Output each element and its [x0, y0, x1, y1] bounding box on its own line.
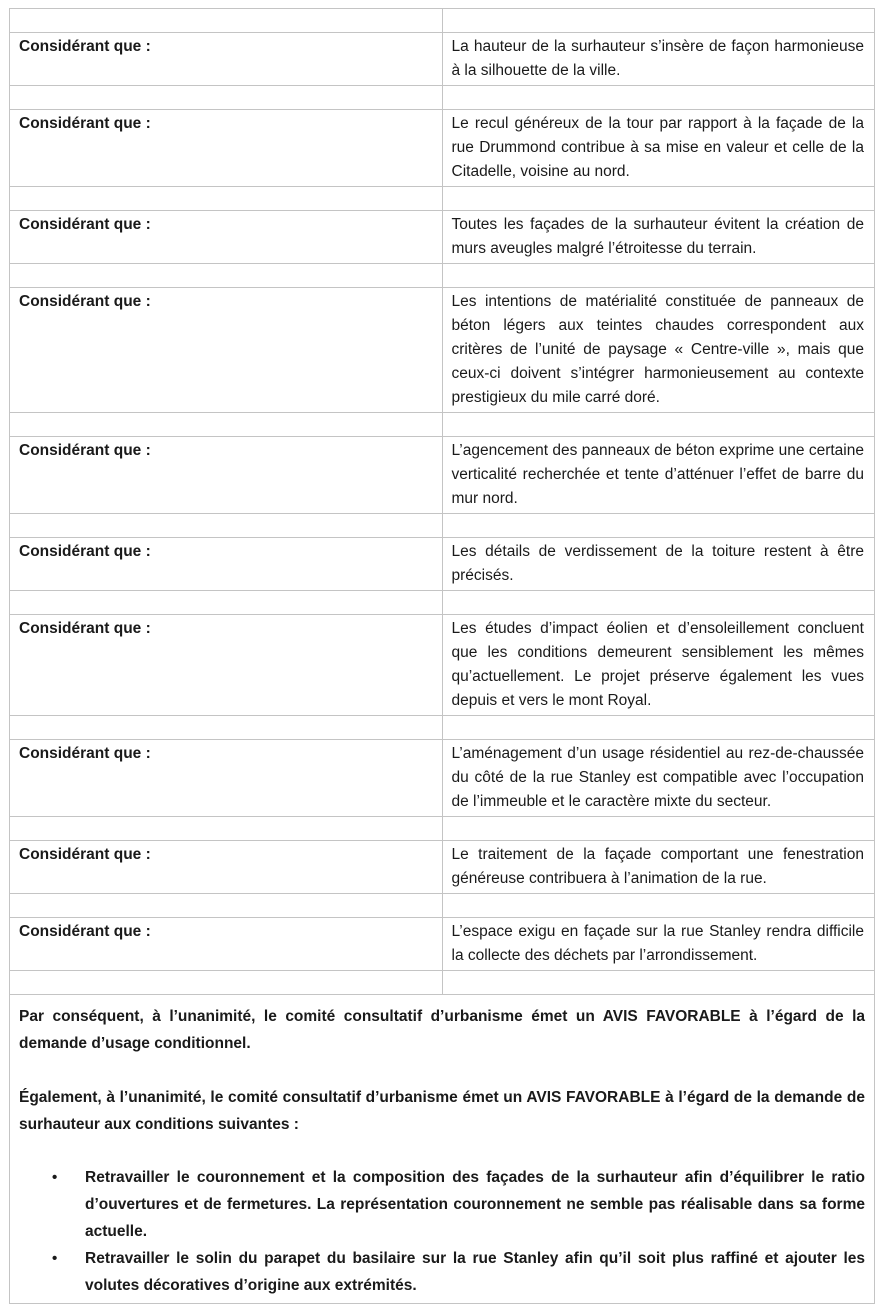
- conclusion-paragraph-conditional-use: Par conséquent, à l’unanimité, le comité consultatif d’urbanisme émet un AVIS FAVORABLE à l’égard de la demande d’usage conditionnel.: [19, 1008, 865, 1052]
- consideration-text: La hauteur de la surhauteur s’insère de façon harmonieuse à la silhouette de la ville.: [442, 33, 875, 86]
- consideration-text: Les études d’impact éolien et d’ensoleillement concluent que les conditions demeurent sensiblement les mêmes qu’actuellement. Le projet préserve également les vues depuis et vers le mont Royal.: [442, 615, 875, 716]
- spacer-row: [10, 716, 875, 740]
- consideration-text: L’aménagement d’un usage résidentiel au rez-de-chaussée du côté de la rue Stanley est compatible avec l’occupation de l’immeuble et le caractère mixte du secteur.: [442, 740, 875, 817]
- condition-text: Retravailler le couronnement et la composition des façades de la surhauteur afin d’équilibrer le ratio d’ouvertures et de fermetures. La représentation couronnement ne semble pas réalisable dans sa forme actuelle.: [85, 1169, 865, 1240]
- consideration-row: [10, 615, 875, 716]
- spacer-row: [10, 9, 875, 33]
- conclusion-paragraph-height: Également, à l’unanimité, le comité consultatif d’urbanisme émet un AVIS FAVORABLE à l’égard de la demande de surhauteur aux conditions suivantes :: [19, 1089, 865, 1133]
- consideration-label: Considérant que :: [10, 841, 443, 894]
- consideration-row: [10, 110, 875, 187]
- consideration-text: Les intentions de matérialité constituée de panneaux de béton légers aux teintes chaudes correspondent aux critères de l’unité de paysage « Centre-ville », mais que ceux-ci doivent s’intégrer harmonieusement au contexte prestigieux du mile carré doré.: [442, 288, 875, 413]
- consideration-label: Considérant que :: [10, 538, 443, 591]
- consideration-row: [10, 33, 875, 86]
- consideration-row: [10, 740, 875, 817]
- consideration-text: L’agencement des panneaux de béton exprime une certaine verticalité recherchée et tente d’atténuer l’effet de barre du mur nord.: [442, 437, 875, 514]
- bullet-icon: •: [52, 1250, 58, 1267]
- consideration-row: [10, 437, 875, 514]
- consideration-row: [10, 841, 875, 894]
- consideration-row: [10, 918, 875, 971]
- spacer-row: [10, 264, 875, 288]
- condition-item: [52, 1245, 865, 1299]
- conclusion-cell: [10, 995, 875, 1304]
- consideration-text: L’espace exigu en façade sur la rue Stanley rendra difficile la collecte des déchets par l’arrondissement.: [442, 918, 875, 971]
- spacer-row: [10, 894, 875, 918]
- consideration-label: Considérant que :: [10, 740, 443, 817]
- condition-text: Retravailler le solin du parapet du basilaire sur la rue Stanley afin qu’il soit plus raffiné et ajouter les volutes décoratives d’origine aux extrémités.: [85, 1250, 865, 1294]
- consideration-text: Toutes les façades de la surhauteur évitent la création de murs aveugles malgré l’étroitesse du terrain.: [442, 211, 875, 264]
- consideration-row: [10, 211, 875, 264]
- conclusion-row: [10, 995, 875, 1304]
- considerations-table: [9, 8, 875, 1304]
- spacer-row: [10, 86, 875, 110]
- consideration-row: [10, 288, 875, 413]
- consideration-row: [10, 538, 875, 591]
- bullet-icon: •: [52, 1169, 58, 1186]
- consideration-label: Considérant que :: [10, 615, 443, 716]
- consideration-text: Le recul généreux de la tour par rapport à la façade de la rue Drummond contribue à sa mise en valeur et celle de la Citadelle, voisine au nord.: [442, 110, 875, 187]
- document-page: [9, 8, 875, 1304]
- conditions-list: [19, 1164, 865, 1299]
- consideration-text: Le traitement de la façade comportant une fenestration généreuse contribuera à l’animation de la rue.: [442, 841, 875, 894]
- consideration-label: Considérant que :: [10, 211, 443, 264]
- spacer-row: [10, 971, 875, 995]
- consideration-label: Considérant que :: [10, 110, 443, 187]
- spacer-row: [10, 413, 875, 437]
- consideration-label: Considérant que :: [10, 288, 443, 413]
- consideration-label: Considérant que :: [10, 918, 443, 971]
- spacer-row: [10, 591, 875, 615]
- condition-item: [52, 1164, 865, 1245]
- consideration-text: Les détails de verdissement de la toiture restent à être précisés.: [442, 538, 875, 591]
- spacer-row: [10, 514, 875, 538]
- consideration-label: Considérant que :: [10, 437, 443, 514]
- spacer-row: [10, 187, 875, 211]
- consideration-label: Considérant que :: [10, 33, 443, 86]
- spacer-row: [10, 817, 875, 841]
